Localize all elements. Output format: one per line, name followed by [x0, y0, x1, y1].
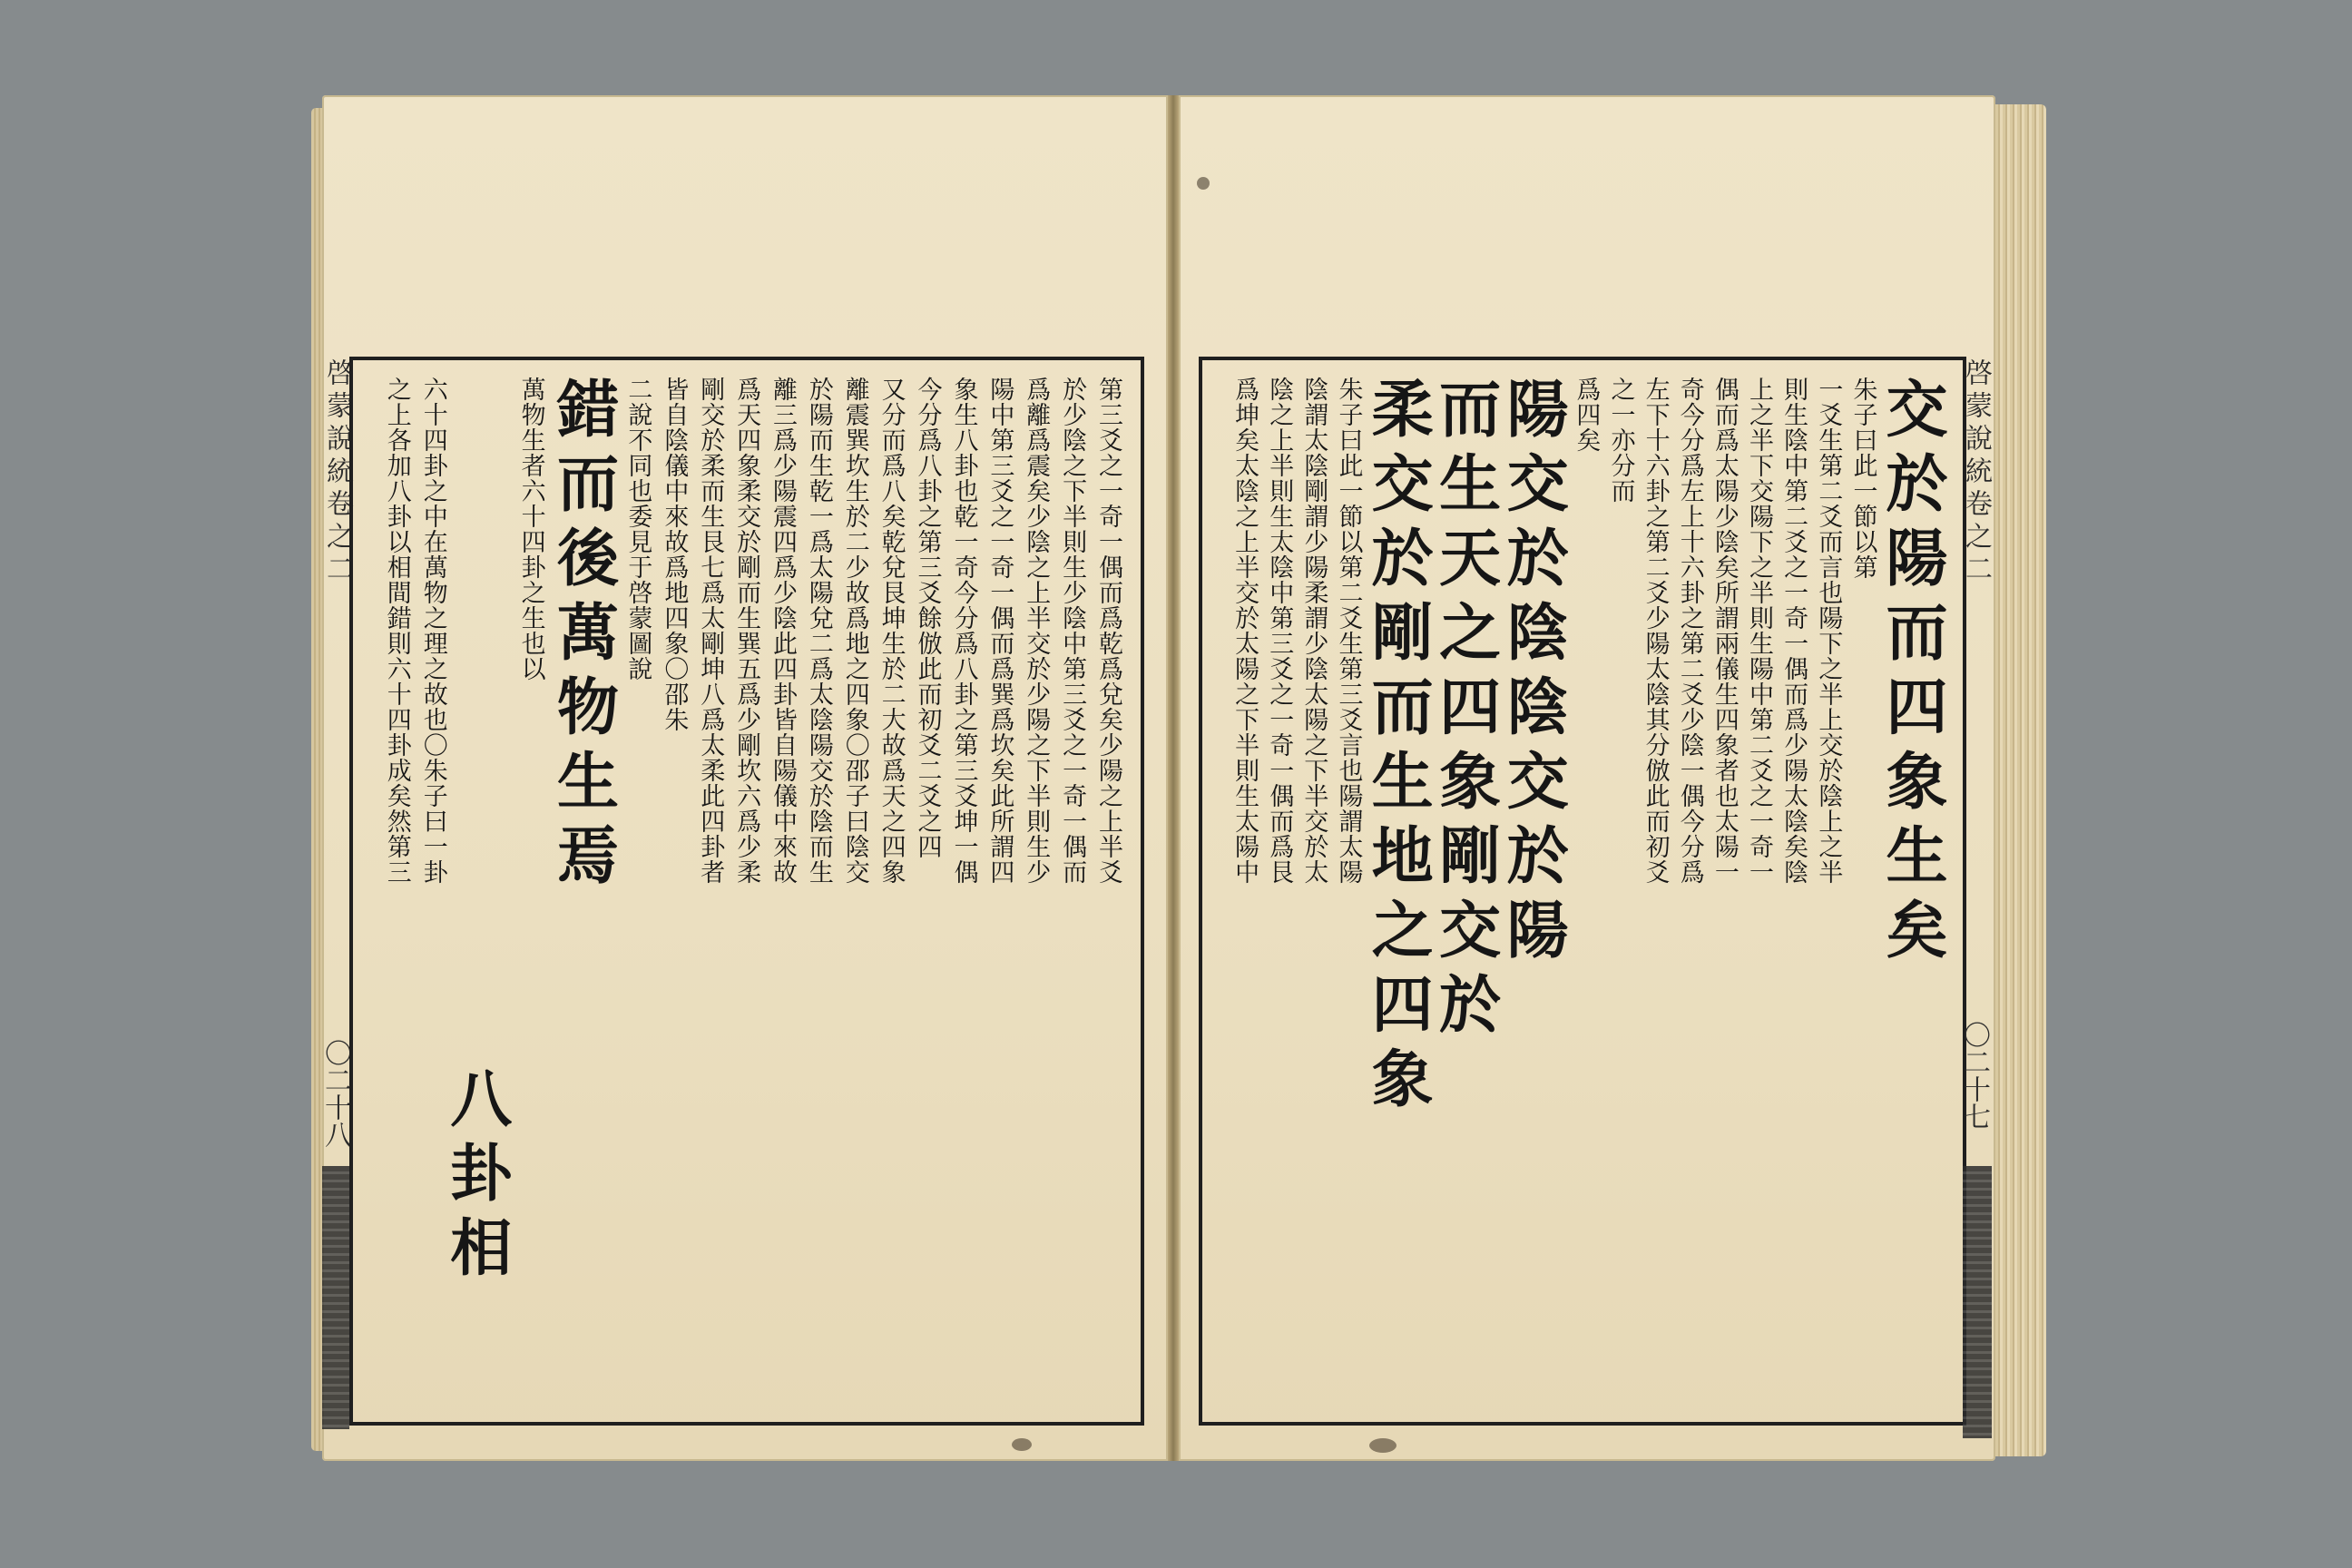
commentary-column: 奇今分爲左上十六卦之第二爻少陰一偶今分爲: [1675, 377, 1704, 885]
book-gutter: [1168, 95, 1179, 1461]
commentary-column: 陽中第三爻之一奇一偶而爲巽爲坎矣此所謂四: [985, 377, 1014, 885]
left-edge-ink-mark: [322, 1166, 349, 1429]
commentary-column: 二說不同也委見于啓蒙圖說: [623, 377, 652, 681]
main-text-column: 錯而後萬物生焉: [546, 377, 620, 897]
right-page: [1179, 95, 1995, 1461]
left-text-columns: [373, 377, 1121, 1406]
right-edge-ink-mark: [1963, 1166, 1992, 1438]
main-text-column-continuation: 八卦相: [439, 1066, 513, 1289]
commentary-column: 又分而爲八矣乾兌艮坤生於二大故爲天之四象: [877, 377, 906, 885]
commentary-column: 陰謂太陰剛謂少陽柔謂少陰太陽之下半交於太: [1299, 377, 1328, 885]
left-margin-title: 啓蒙說統卷之二: [321, 358, 353, 587]
left-folio-number: 〇二十八: [319, 1039, 351, 1148]
commentary-column: 之一亦分而: [1606, 377, 1635, 504]
commentary-column: 朱子曰此一節以第二爻生第三爻言也陽謂太陽: [1334, 377, 1363, 885]
commentary-column: 離三爲少陽震四爲少陰此四卦皆自陽儀中來故: [768, 377, 797, 885]
commentary-column: 爲天四象柔交於剛而生巽五爲少剛坎六爲少柔: [732, 377, 761, 885]
commentary-column: 爲坤矣太陰之上半交於太陽之下半則生太陽中: [1230, 377, 1259, 885]
main-text-column: 而生天之四象剛交於: [1428, 377, 1502, 1046]
commentary-column: 爲離爲震矣少陰之上半交於少陽之下半則生少: [1022, 377, 1051, 885]
right-page-edges: [1995, 104, 2046, 1456]
commentary-column: 之上各加八卦以相間錯則六十四卦成矣然第三: [382, 377, 411, 885]
commentary-column: 於陽而生乾一爲太陽兌二爲太陰陽交於陰而生: [804, 377, 833, 885]
commentary-column: 第三爻之一奇一偶而爲乾爲兌矣少陽之上半爻: [1094, 377, 1122, 885]
left-page: [319, 95, 1168, 1461]
commentary-column: 六十四卦之中在萬物之理之故也〇朱子曰一卦: [418, 377, 447, 885]
open-book: [319, 95, 2046, 1461]
commentary-column: 爲四矣: [1572, 377, 1601, 453]
commentary-column: 則生陰中第二爻之一奇一偶而爲少陽太陰矣陰: [1779, 377, 1808, 885]
commentary-column: 上之半下交陽下之半則生陽中第二爻之一奇一: [1745, 377, 1774, 885]
ink-stain: [1012, 1438, 1032, 1451]
commentary-column: 一爻生第二爻而言也陽下之半上交於陰上之半: [1814, 377, 1843, 885]
right-folio-number: 〇二十七: [1958, 1021, 1990, 1130]
commentary-column: 今分爲八卦之第三爻餘倣此而初爻二爻之四: [913, 377, 942, 859]
commentary-column: 皆自陰儀中來故爲地四象〇邵朱: [660, 377, 689, 732]
right-text-frame: [1199, 357, 1966, 1426]
right-text-columns: [1222, 377, 1948, 1406]
commentary-column: 象生八卦也乾一奇今分爲八卦之第三爻坤一偶: [949, 377, 978, 885]
commentary-column: 於少陰之下半則生少陰中第三爻之一奇一偶而: [1058, 377, 1087, 885]
ink-dot: [1197, 177, 1210, 190]
commentary-column: 偶而爲太陽少陰矣所謂兩儀生四象者也太陽一: [1710, 377, 1739, 885]
commentary-column: 剛交於柔而生艮七爲太剛坤八爲太柔此四卦者: [696, 377, 725, 885]
commentary-column: 左下十六卦之第二爻少陽太陰其分倣此而初爻: [1641, 377, 1670, 885]
ink-stain: [1369, 1438, 1396, 1453]
main-text-column: 陽交於陰陰交於陽: [1496, 377, 1570, 972]
commentary-column: 萬物生者六十四卦之生也以: [516, 377, 545, 681]
main-text-column: 交於陽而四象生矣: [1876, 377, 1948, 972]
commentary-column: 陰之上半則生太陰中第三爻之一奇一偶而爲艮: [1265, 377, 1294, 885]
left-text-frame: [349, 357, 1144, 1426]
right-margin-title: 啓蒙說統卷之二: [1960, 358, 1992, 587]
commentary-column: 朱子曰此一節以第: [1848, 377, 1877, 580]
main-text-column: 柔交於剛而生地之四象: [1361, 377, 1435, 1121]
commentary-column: 離震巽坎生於二少故爲地之四象〇邵子曰陰交: [840, 377, 869, 885]
